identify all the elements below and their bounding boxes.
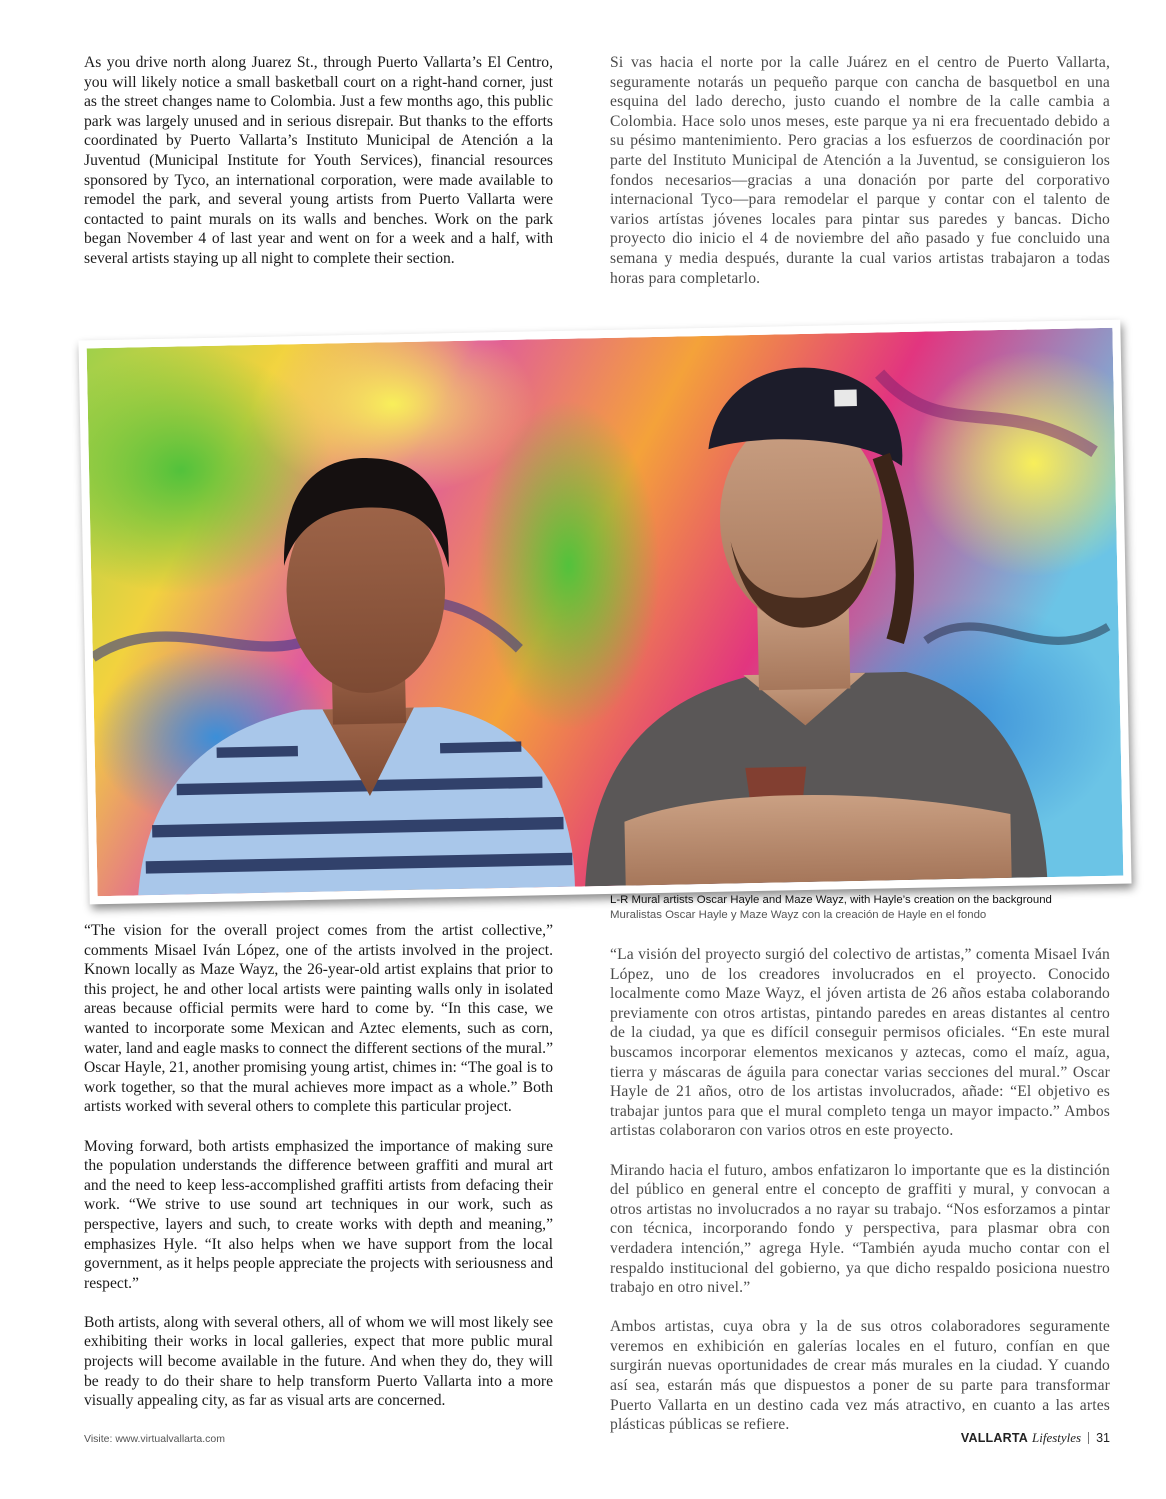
english-intro-paragraph: As you drive north along Juarez St., through Puerto Vallarta’s El Centro, you will likely notice a small basketball court on a right-hand corner, just as the street changes name to Colombia. Just a few months ago, this public park was largely unused and in serious disrepair. But thanks to the efforts coordinated by Puerto Vallarta’s Instituto Municipal de Atención a la Juventud (Municipal Institute for Youth Services), financial resources sponsored by Tyco, an international corporation, were made available to remodel the park, and several young artists from Puerto Vallarta were contacted to paint murals on its walls and benches. Work on the park began November 4 of last year and went on for a week and a half, with several artists staying up all night to complete their section. [84, 54, 553, 267]
spanish-paragraph-3: Mirando hacia el futuro, ambos enfatizaron lo importante que es la distinción del público en general entre el concepto de graffiti y mural, y convocan a otros artistas no involucrados a no rayar su trabajo. “Nos esforzamos a pintar con técnica, incorporando fondo y perspectiva, para plasmar obra con verdadera intención,” agrega Hyle. “También ayuda mucho contar con el respaldo institucional del gobierno, ya que dicho respaldo posiciona nuestro trabajo en otro nivel.” [610, 1161, 1110, 1297]
english-paragraph-3: Moving forward, both artists emphasized the importance of making sure the population understands the difference between graffiti and mural art and the need to keep less-accomplished graffiti artists from defacing their work. “We strive to use sound art techniques in our work, such as perspective, layers and such, to create works with depth and meaning,” emphasizes Hyle. “It also helps when we have support from the local government, as it helps people appreciate the projects with seriousness and respect.” [84, 1137, 553, 1292]
article-photo [87, 328, 1124, 896]
spanish-intro-column [610, 53, 1110, 288]
spanish-intro-paragraph: Si vas hacia el norte por la calle Juárez en el centro de Puerto Vallarta, seguramente notarás un pequeño parque con cancha de basquetbol en una esquina del lado derecho, justo cuando el nombre de la calle cambia a Colombia. Hace solo unos meses, este parque ya ni era frecuentado debido a su pésimo mantenimiento. Pero gracias a los esfuerzos de coordinación por parte del Instituto Municipal de Atención a la Juventud, se consiguieron los fondos necesarios—gracias a una donación por parte del corporativo internacional Tyco—para remodelar el parque y contar con el talento de varios artístas jóvenes locales para pintar sus paredes y bancas. Dicho proyecto dio inicio el 4 de noviembre del año pasado y fue concluido una semana y media después, durante la cual varios artistas trabajaron a todas horas para completarlo. [610, 54, 1110, 287]
photo-caption [610, 893, 1052, 923]
english-body-column [84, 921, 553, 1411]
article-photo-frame [78, 320, 1131, 905]
photo-of-two-men-in-front-of-mural [87, 328, 1124, 896]
footer-brand [961, 1430, 1110, 1446]
caption-english: L-R Mural artists Oscar Hayle and Maze Wayz, with Hayle’s creation on the background [610, 894, 1052, 906]
brand-subtitle: Lifestyles [1031, 1430, 1082, 1445]
footer-website: Visite: www.virtualvallarta.com [84, 1433, 226, 1445]
english-intro-column [84, 53, 553, 269]
spanish-paragraph-2: “La visión del proyecto surgió del colectivo de artistas,” comenta Misael Iván López, uno de los creadores involucrados en el proyecto. Conocido localmente como Maze Wayz, el jóven artista de 26 años estaba colaborando previamente con otros artistas, pintando paredes en areas distantes al centro de la ciudad, ya que es difícil conseguir permisos oficiales. “En este mural buscamos incorporar elementos mexicanos y aztecas, como el maíz, agua, tierra y máscaras de águila para conectar varias secciones del mural.” Oscar Hayle de 21 años, otro de los artistas involucrados, añade: “El objetivo es trabajar juntos para que el mural completo tenga un mayor impacto.” Ambos artistas colaboraron con varios otros en este proyecto. [610, 946, 1110, 1140]
brand-name: VALLARTA [960, 1431, 1028, 1445]
caption-spanish: Muralistas Oscar Hayle y Maze Wayz con la creación de Hayle en el fondo [610, 909, 987, 921]
page-number: 31 [1096, 1431, 1110, 1445]
english-paragraph-2: “The vision for the overall project comes from the artist collective,” comments Misael Iván López, one of the artists involved in the project. Known locally as Maze Wayz, the 26-year-old artist explains that prior to this project, he and other local artists were painting walls only in isolated areas because official permits were hard to come by. “In this case, we wanted to incorporate some Mexican and Aztec elements, such as corn, water, land and eagle masks to connect the different sections of the mural.” Oscar Hayle, 21, another promising young artist, chimes in: “The goal is to work together, so that the mural achieves more impact as a whole.” Both artists worked with several others to complete this particular project. [84, 922, 554, 1116]
spanish-paragraph-4: Ambos artistas, cuya obra y la de sus otros colaboradores seguramente veremos en exhibición en galerías locales en el futuro, confían en que surgirán nuevas oportunidades de crear más murales en la ciudad. Y cuando así sea, estarán más que dispuestos a poner de su parte para transformar Puerto Vallarta en un destino cada vez más atractivo, en cuanto a las artes plásticas públicas se refiere. [610, 1318, 1110, 1434]
spanish-body-column [610, 945, 1110, 1435]
footer-divider [1088, 1432, 1089, 1444]
english-paragraph-4: Both artists, along with several others, all of whom we will most likely see exhibiting their works in local galleries, expect that more public mural projects will become available in the future. And when they do, they will be ready to do their share to help transform Puerto Vallarta into a more visually appealing city, as far as visual arts are concerned. [84, 1313, 553, 1410]
